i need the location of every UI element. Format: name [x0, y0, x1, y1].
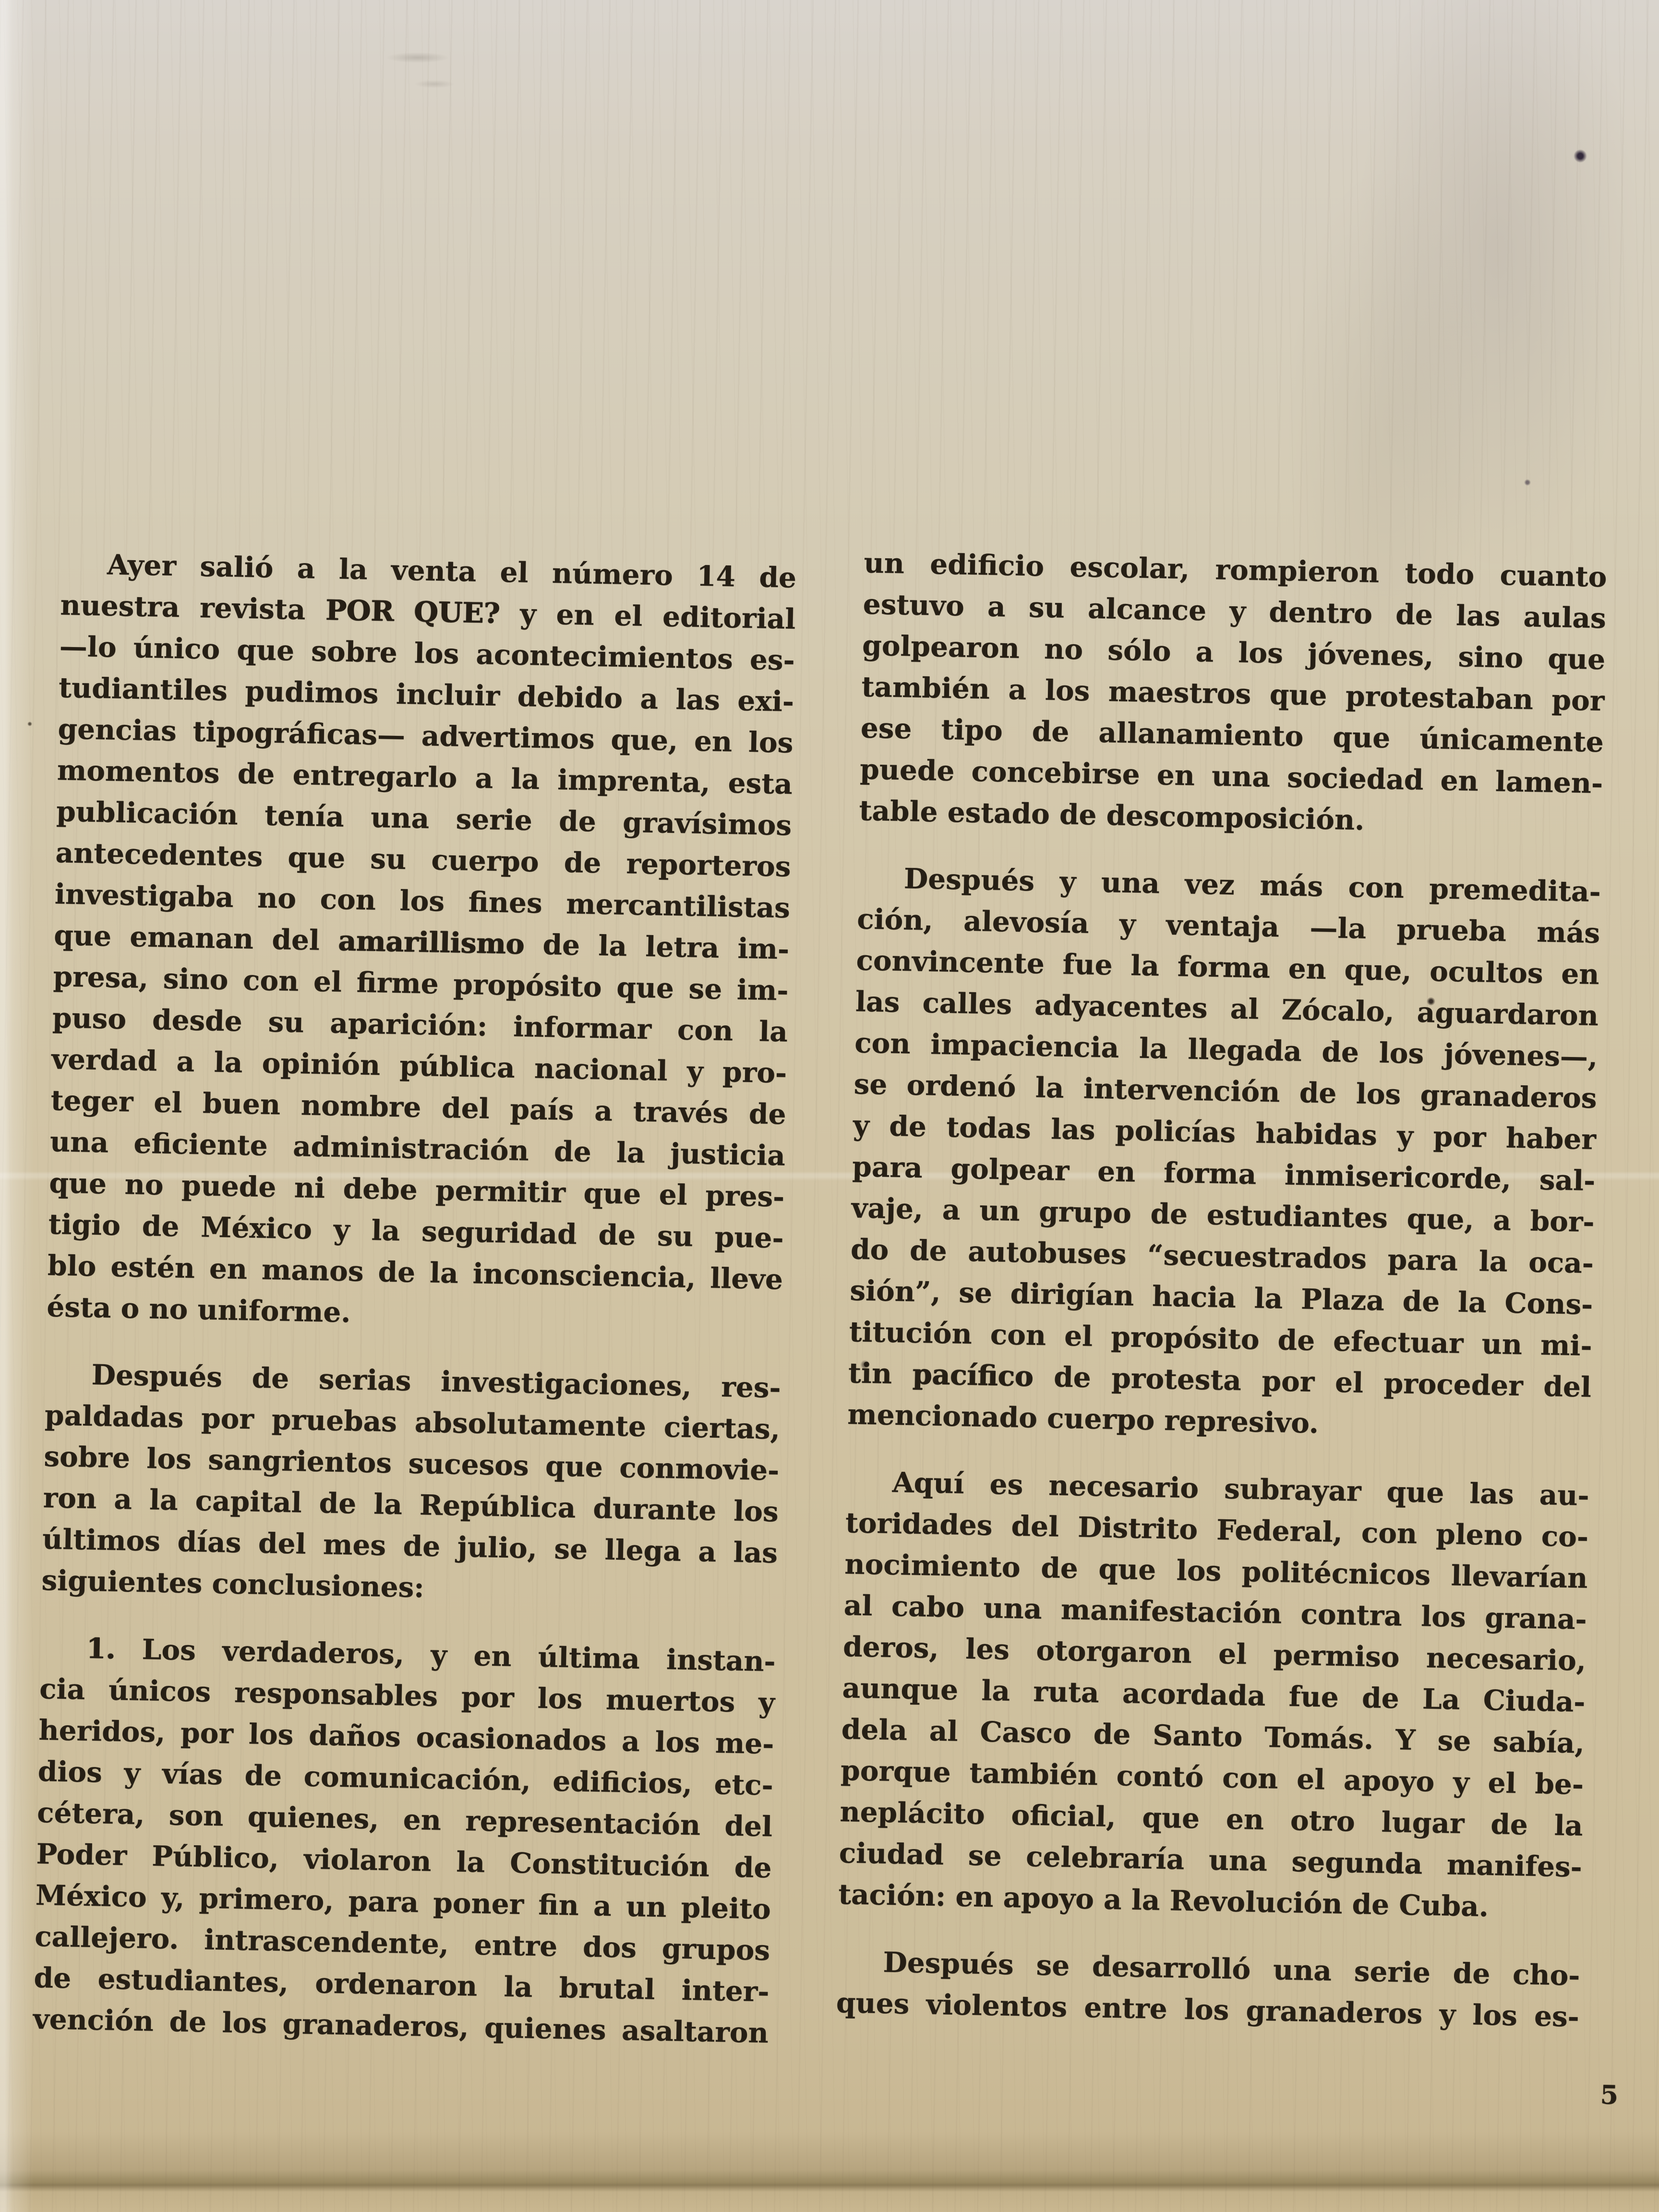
text-line: vaje, a un grupo de estudiantes que, a bor- [851, 1191, 1595, 1238]
text-line: ciudad se celebraría una segunda manifes- [839, 1836, 1583, 1884]
paragraph [847, 857, 1601, 1449]
text-line: gencias tipográficas— advertimos que, en los [57, 712, 794, 759]
text-line: estuvo a su alcance y dentro de las aulas [863, 588, 1607, 635]
text-line: —lo único que sobre los acontecimientos es- [59, 630, 795, 677]
text-line: Aquí es necesario subrayar que las au- [892, 1466, 1590, 1512]
paragraph [859, 542, 1607, 845]
text-line: tación: en apoyo a la Revolución de Cuba. [838, 1877, 1489, 1923]
text-line: también a los maestros que protestaban por [861, 670, 1605, 718]
text-line: table estado de descomposición. [859, 794, 1365, 837]
text-line: Después de serias investigaciones, res- [91, 1358, 781, 1405]
text-line: que emanan del amarillismo de la letra im- [53, 919, 790, 966]
text-line: ción, alevosía y ventaja —la prueba más [856, 902, 1600, 950]
text-line: dios y vías de comunicación, edificios, etc- [37, 1755, 774, 1802]
text-line: cétera, son quienes, en representación del [36, 1796, 773, 1843]
text-line: con impaciencia la llegada de los jóvenes—, [854, 1026, 1598, 1073]
text-line: convincente fue la forma en que, ocultos en [856, 944, 1600, 991]
text-line: callejero. intrascendente, entre dos grupos [34, 1920, 770, 1967]
text-line: puede concebirse en una sociedad en lamen- [859, 753, 1603, 800]
page-number: 5 [1599, 2079, 1619, 2111]
text-line: teger el buen nombre del país a través de [50, 1084, 787, 1131]
text-line: y de todas las policías habidas y por haber [853, 1109, 1597, 1156]
text-line: paldadas por pruebas absolutamente ciertas, [44, 1398, 781, 1446]
text-line: ésta o no uniforme. [46, 1290, 351, 1329]
text-column-right [835, 542, 1607, 2063]
text-line: 1. Los verdaderos, y en última instan- [86, 1632, 776, 1678]
text-line: una eficiente administración de la justicia [49, 1125, 786, 1172]
paragraph [836, 1941, 1580, 2038]
text-line: heridos, por los daños ocasionados a los me- [38, 1713, 774, 1761]
paragraph [838, 1461, 1590, 1929]
text-line: titución con el propósito de efectuar un mi- [849, 1315, 1593, 1362]
bold-emphasis: amarillismo [337, 924, 525, 961]
text-line: nuestra revista POR QUE? y en el editorial [60, 589, 796, 636]
text-line: verdad a la opinión pública nacional y pro- [51, 1043, 787, 1090]
text-line: ron a la capital de la República durante los [43, 1481, 779, 1528]
text-line: se ordenó la intervención de los granaderos [854, 1068, 1598, 1115]
text-line: investigaba no con los fines mercantilistas [54, 878, 791, 925]
text-line: que no puede ni debe permitir que el pres- [48, 1166, 785, 1214]
text-line: Ayer salió a la venta el número 14 de [107, 548, 797, 594]
text-line: golpearon no sólo a los jóvenes, sino que [862, 629, 1606, 676]
text-line: Después se desarrolló una serie de cho- [882, 1946, 1581, 1992]
text-line: publicación tenía una serie de gravísimos [56, 795, 792, 842]
text-line: sobre los sangrientos sucesos que conmovie- [43, 1440, 780, 1487]
text-line: vención de los granaderos, quienes asaltaron [33, 2002, 769, 2050]
paragraph [41, 1353, 781, 1615]
text-line: al cabo una manifestación contra los grana- [843, 1588, 1587, 1636]
text-line: puso desde su aparición: informar con la [52, 1001, 788, 1048]
paragraph [33, 1627, 776, 2054]
text-line: presa, sino con el firme propósito que se im- [53, 960, 789, 1007]
text-line: porque también contó con el apoyo y el be- [840, 1754, 1584, 1801]
text-line: aunque la ruta acordada fue de La Ciuda- [842, 1671, 1586, 1719]
text-line: blo estén en manos de la inconsciencia, lleve [47, 1249, 783, 1296]
text-line: sión”, se dirigían hacia la Plaza de la Cons- [849, 1274, 1593, 1321]
text-line: cia únicos responsables por los muertos y [39, 1672, 775, 1719]
text-line: toridades del Distrito Federal, con pleno co- [845, 1506, 1589, 1553]
bold-emphasis: pacífico [912, 1358, 1034, 1393]
text-line: dela al Casco de Santo Tomás. Y se sabía, [841, 1712, 1585, 1760]
text-line: Poder Público, violaron la Constitución de [36, 1837, 772, 1885]
text-line: nocimiento de que los politécnicos llevarían [844, 1548, 1588, 1595]
text-line: momentos de entregarlo a la imprenta, esta [57, 754, 793, 801]
text-line: Después y una vez más con premedita- [903, 862, 1601, 908]
text-line: antecedentes que su cuerpo de reporteros [55, 836, 792, 883]
text-line: de estudiantes, ordenaron la brutal inter- [34, 1961, 770, 2008]
bold-emphasis: 1. [86, 1632, 116, 1665]
bold-emphasis: POR QUE? [325, 593, 501, 630]
text-line: siguientes conclusiones: [41, 1563, 425, 1604]
text-line: ese tipo de allanamiento que únicamente [860, 711, 1604, 759]
text-line: ques violentos entre los granaderos y los es- [836, 1986, 1580, 2033]
text-line: neplácito oficial, que en otro lugar de la [839, 1795, 1583, 1842]
text-line: do de autobuses “secuestrados para la oca- [850, 1233, 1594, 1280]
text-line: mencionado cuerpo represivo. [847, 1398, 1319, 1440]
text-column-left [32, 543, 797, 2080]
text-line: tin pacífico de protesta por el proceder del [848, 1357, 1592, 1404]
text-line: un edificio escolar, rompieron todo cuanto [863, 546, 1607, 594]
text-line: tudiantiles pudimos incluir debido a las exi- [58, 671, 794, 718]
text-line: para golpear en forma inmisericorde, sal- [852, 1150, 1596, 1197]
text-line: últimos días del mes de julio, se llega a las [42, 1522, 778, 1570]
paragraph [47, 543, 797, 1341]
text-line: las calles adyacentes al Zócalo, aguardaron [855, 985, 1599, 1032]
text-line: deros, les otorgaron el permiso necesario, [842, 1630, 1587, 1677]
text-line: México y, primero, para poner fin a un pleito [35, 1878, 771, 1926]
text-line: tigio de México y la seguridad de su pue- [48, 1208, 784, 1255]
